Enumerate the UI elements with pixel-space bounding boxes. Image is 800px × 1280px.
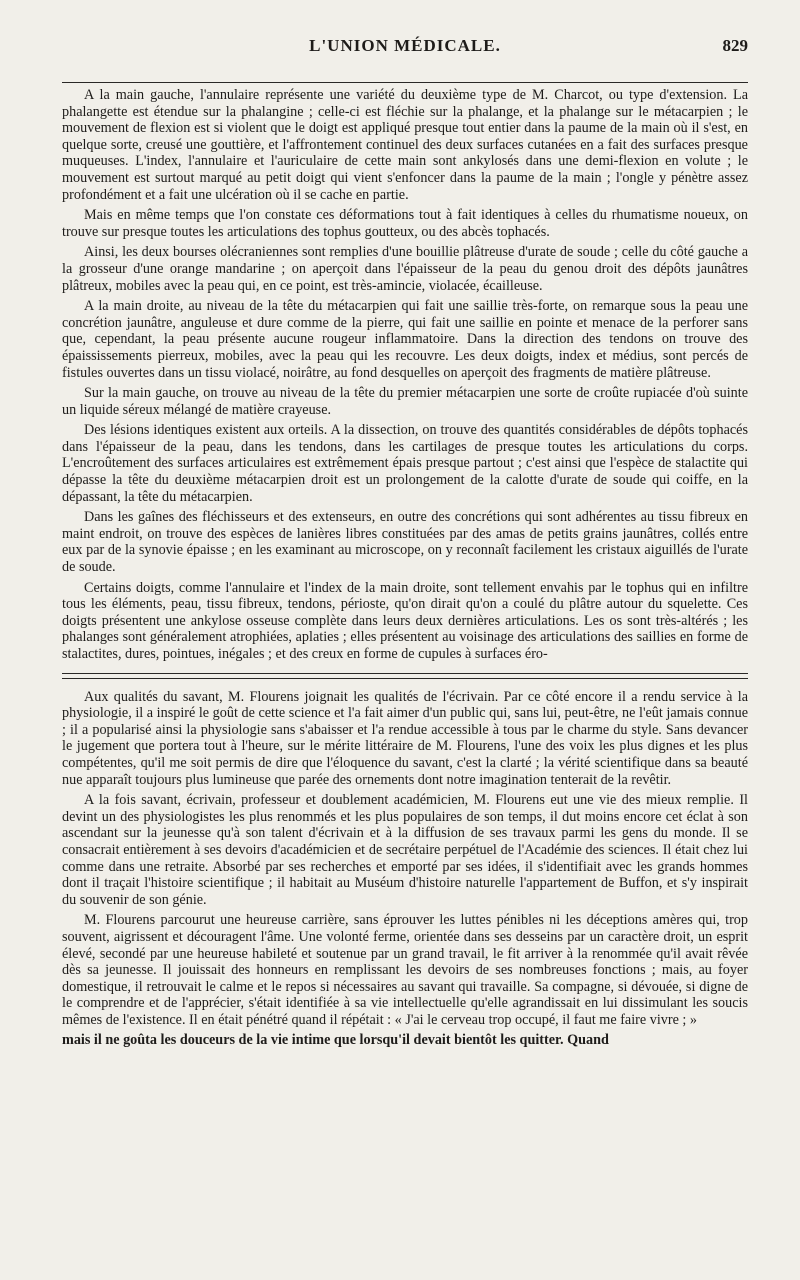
article-paragraph: A la main gauche, l'annulaire représente une variété du deuxième type de M. Charcot, ou type d'extension. La phalangette est étendue sur la phalangine ; celle-ci est fléchie sur la phalange, et la phalange sur le métacarpien ; le mouvement de flexion est si violent que le doigt est appliqué presque tout entier dans la paume de la main où il s'est, en quelque sorte, creusé une gouttière, et l'affrontement continuel des deux surfaces cutanées en a fait des surfaces presque muqueuses. L'index, l'annulaire et l'auriculaire de cette main sont ankylosés dans une demi-flexion en volute ; le mouvement est surtout marqué au petit doigt qui vient s'enfoncer dans la paume de la main ; l'ongle y pénètre assez profondément et a fait une ulcération où il se cache en partie.	[62, 87, 748, 203]
feuilleton-paragraph: A la fois savant, écrivain, professeur et doublement académicien, M. Flourens eut une vie des mieux remplie. Il devint un des physiologistes les plus renommés et les plus populaires de son temps, il dut moins encore cet éclat à son ascendant sur la jeunesse qu'à son talent d'écrivain et à la diffusion de ses travaux parmi les gens du monde. Il se consacrait entièrement à ses devoirs d'académicien et de secrétaire perpétuel de l'Académie des sciences. Il était chez lui comme dans une retraite. Absorbé par ses recherches et emporté par ses idées, il s'identifiait avec les grands hommes dont il traçait l'histoire scientifique ; il habitait au Muséum d'histoire naturelle l'appartement de Buffon, et s'y inspirait du souvenir de son génie.	[62, 792, 748, 908]
article-paragraph: Des lésions identiques existent aux orteils. A la dissection, on trouve des quantités considérables de dépôts tophacés dans l'épaisseur de la peau, dans les tendons, dans les cartilages de presque toutes les articulations du corps. L'encroûtement des surfaces articulaires est extrêmement épais presque partout ; c'est ainsi que l'espèce de stalactite qui dépasse la tête du deuxième métacarpien droit est un prolongement de la calotte d'urate de soude qui coiffe, en la dépassant, la tête du métacarpien.	[62, 422, 748, 505]
article-paragraph: Sur la main gauche, on trouve au niveau de la tête du premier métacarpien une sorte de croûte rupiacée d'où suinte un liquide séreux mélangé de matière crayeuse.	[62, 385, 748, 418]
feuilleton-separator	[62, 673, 748, 679]
article-paragraph: Dans les gaînes des fléchisseurs et des extenseurs, en outre des concrétions qui sont adhérentes au tissu fibreux en maint endroit, on trouve des espèces de lanières libres constituées par des amas de petits grains jaunâtres, collés entre eux par de la synovie épaisse ; en les examinant au microscope, on y reconnaît facilement les cristaux aiguillés de l'urate de soude.	[62, 509, 748, 576]
feuilleton-last-line: mais il ne goûta les douceurs de la vie intime que lorsqu'il devait bientôt les quitter. Quand	[62, 1032, 609, 1049]
page-header	[62, 32, 748, 62]
feuilleton-paragraph: Aux qualités du savant, M. Flourens joignait les qualités de l'écrivain. Par ce côté encore il a rendu service à la physiologie, il a inspiré le goût de cette science et l'a fait aimer d'un public qui, sans lui, peut-être, ne l'eût jamais connue ; il a popularisé ainsi la physiologie sans s'abaisser et l'a rendue accessible à tous par le charme du style. Sans devancer le jugement que portera tout à l'heure, sur le mérite littéraire de M. Flourens, l'une des voix les plus dignes et les plus compétentes, qu'il me soit permis de dire que l'éloquence du savant, c'est la clarté ; la vérité scientifique dans sa beauté nue apparaît toujours plus lumineuse que parée des ornements dont notre imagination tenterait de la revêtir.	[62, 688, 748, 788]
article-paragraph: Mais en même temps que l'on constate ces déformations tout à fait identiques à celles du rhumatisme noueux, on trouve sur presque toutes les articulations des tophus goutteux, ou des abcès tophacés.	[62, 207, 748, 240]
feuilleton-body	[62, 689, 748, 1049]
running-title: L'UNION MÉDICALE.	[309, 36, 501, 55]
article-paragraph: Certains doigts, comme l'annulaire et l'index de la main droite, sont tellement envahis par le tophus qui en infiltre tous les éléments, peau, tissu fibreux, tendons, périoste, qu'on dirait qu'on a coulé du plâtre autour du squelette. Ces doigts présentent une ankylose osseuse complète dans leurs deux dernières articulations. Les os sont très-altérés ; les phalanges sont généralement atrophiées, aplaties ; elles présentent au voisinage des articulations des saillies en forme de stalactites, dures, pointues, inégales ; et des creux en forme de cupules à surfaces éro-	[62, 579, 748, 662]
article-body	[62, 87, 748, 663]
feuilleton-paragraph: M. Flourens parcourut une heureuse carrière, sans éprouver les luttes pénibles ni les déceptions amères qui, trop souvent, aigrissent et découragent l'âme. Une volonté ferme, orientée dans ses desseins par un caractère droit, un esprit élevé, secondé par une heureuse habileté et soutenue par un grand travail, le fit arriver à la renommée qu'il avait rêvée dès sa jeunesse. Il jouissait des honneurs en remplissant les devoirs de ses nombreuses fonctions ; mais, au foyer domestique, il retrouvait le calme et le repos si nécessaires au savant qui travaille. Sa compagne, si dévouée, si digne de le comprendre et de l'apprécier, s'était identifiée à sa vie intellectuelle qu'elle agrandissait en lui dissimulant les soucis mêmes de l'existence. Il en était pénétré quand il répétait : « J'ai le cerveau trop occupé, il faut me faire vivre ; »	[62, 912, 748, 1028]
article-paragraph: Ainsi, les deux bourses olécraniennes sont remplies d'une bouillie plâtreuse d'urate de soude ; celle du côté gauche a la grosseur d'une orange mandarine ; on aperçoit dans l'épaisseur de la peau du genou droit des dépôts jaunâtres plâtreux, mobiles avec la peau qui, en ce point, est très-amincie, violacée, écailleuse.	[62, 244, 748, 294]
article-paragraph: A la main droite, au niveau de la tête du métacarpien qui fait une saillie très-forte, on remarque sous la peau une concrétion jaunâtre, anguleuse et dure comme de la pierre, qui fait une saillie en pointe et menace de la perforer sans que, cependant, la peau présente aucune rougeur inflammatoire. Dans la direction des tendons on trouve des épaississements pierreux, mobiles, avec la peau qui les recouvre. Les deux doigts, index et médius, sont percés de fistules ouvertes dans un tissu violacé, noirâtre, au fond desquelles on aperçoit des fragments de matière plâtreuse.	[62, 298, 748, 381]
page-number: 829	[722, 36, 748, 55]
header-rule	[62, 82, 748, 83]
